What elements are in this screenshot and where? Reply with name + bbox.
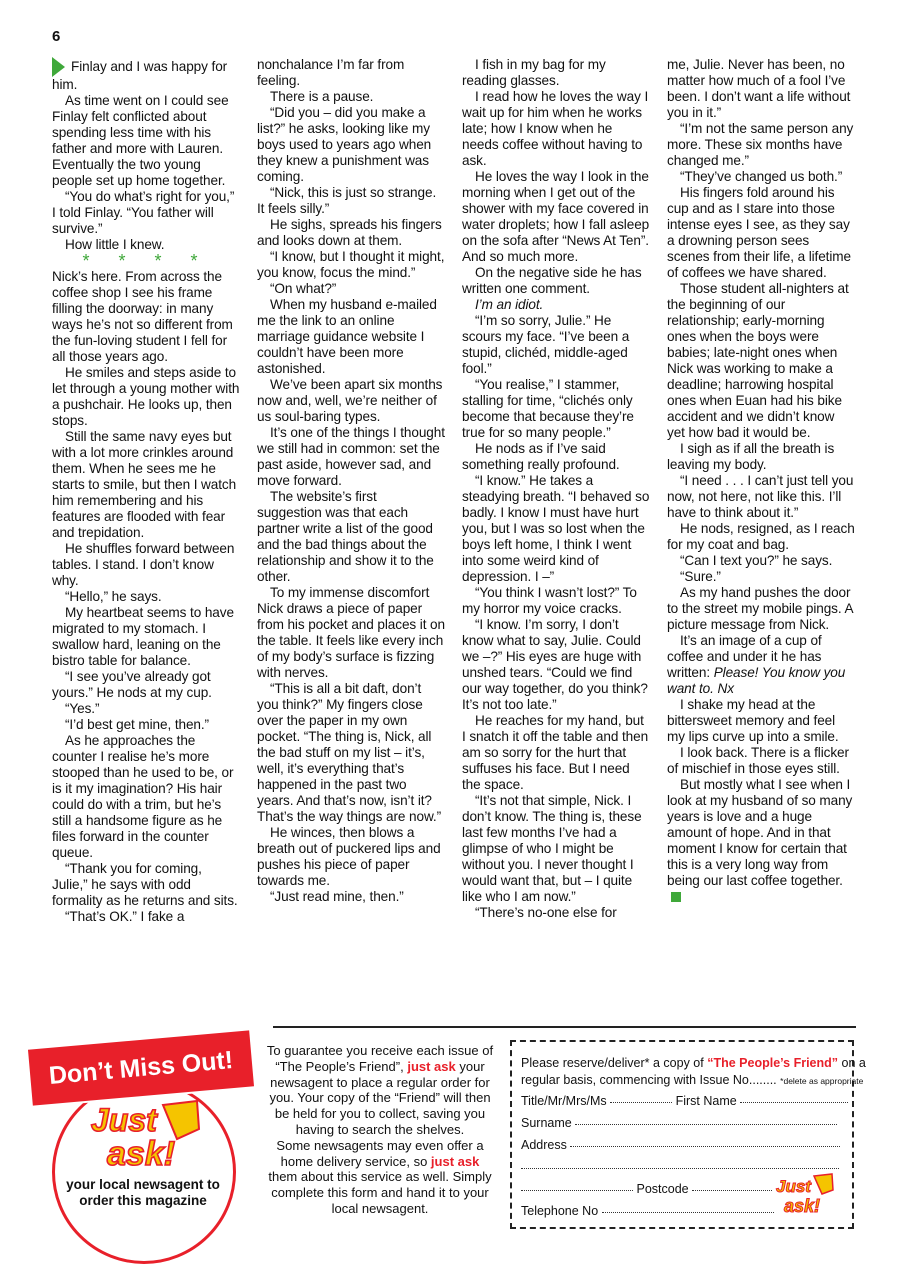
paragraph: I shake my head at the bittersweet memory and feel my lips curve up into a smile. — [667, 697, 839, 744]
paragraph: “Thank you for coming, Julie,” he says with odd formality as he returns and sits. — [52, 861, 238, 908]
paragraph: “You do what’s right for you,” I told Finlay. “You father will survive.” — [52, 189, 235, 236]
paragraph: When my husband e-mailed me the link to an online marriage guidance website I couldn’t have been more astonished. — [257, 297, 437, 376]
article-body — [52, 57, 860, 1017]
form-intro: Please reserve/deliver* a copy of “The People’s Friend” on a — [521, 1056, 866, 1070]
form-address-field[interactable]: Address — [521, 1138, 840, 1152]
italic-text-message: Please! You know you want to. Nx — [667, 665, 846, 696]
paragraph: “You realise,” I stammer, stalling for time, “clichés only become that because they’re true for so many people.” — [462, 377, 634, 440]
paragraph: How little I knew. — [65, 237, 165, 252]
form-title-field[interactable]: Title/Mr/Mrs/Ms First Name — [521, 1094, 848, 1108]
paragraph: I sigh as if all the breath is leaving my body. — [667, 441, 835, 472]
form-telephone-field[interactable]: Telephone No — [521, 1204, 774, 1218]
paragraph: Nick’s here. From across the coffee shop I see his frame filling the doorway: in many ways he’s not so different from the fun-loving student I fell for all those years ago. — [52, 269, 233, 364]
paragraph: He nods, resigned, as I reach for my coat and bag. — [667, 521, 855, 552]
paragraph: “I’m so sorry, Julie.” He scours my face. “I’ve been a stupid, clichéd, middle-aged fool.” — [462, 313, 630, 376]
paragraph: “Sure.” — [680, 569, 721, 584]
paragraph: He nods as if I’ve said something really profound. — [462, 441, 620, 472]
paragraph: “On what?” — [270, 281, 337, 296]
paragraph: “Just read mine, then.” — [270, 889, 404, 904]
paragraph: “I’m not the same person any more. These six months have changed me.” — [667, 121, 854, 168]
paragraph: But mostly what I see when I look at my husband of so many years is love and a huge amount of hope. And in that moment I know for certain that this is a very long way from being our last coffee together. — [667, 777, 855, 905]
paragraph: “That’s OK.” I fake a — [65, 909, 185, 924]
paragraph: I fish in my bag for my reading glasses. — [462, 57, 606, 88]
paragraph: “I know, but I thought it might, you know, focus the mind.” — [257, 249, 445, 280]
promo-text: To guarantee you receive each issue of “The People’s Friend”, just ask your newsagent to place a regular order for you. Your copy of the “Friend” will then be held for you to collect, saving you having to search the shelves. Some newsagents may even offer a home delivery service, so just ask them about this service as well. Simply complete this form and hand it to your local newsagent. — [266, 1043, 494, 1216]
paragraph: “This is all a bit daft, don’t you think?” My fingers close over the paper in my own pocket. “The thing is, Nick, all the bad stuff on my list – it’s, well, it’s everything that’s happened in the past two years. And that’s now, isn’t it? That’s the way things are now.” — [257, 681, 442, 824]
paragraph: My heartbeat seems to have migrated to my stomach. I swallow hard, leaning on the bistro table for balance. — [52, 605, 234, 668]
paragraph: “There’s no-one else for — [475, 905, 617, 920]
paragraph: “I know. I’m sorry, I don’t know what to say, Julie. Could we –?” His eyes are huge with unshed tears. “Could we find our way together, do you think? It’s not too late.” — [462, 617, 648, 712]
paragraph: “They’ve changed us both.” — [680, 169, 843, 184]
column-2 — [257, 57, 445, 905]
paragraph: He shuffles forward between tables. I stand. I don’t know why. — [52, 541, 235, 588]
paragraph: “Did you – did you make a list?” he asks, looking like my boys used to years ago when they knew a punishment was coming. — [257, 105, 432, 184]
form-issue-line[interactable]: regular basis, commencing with Issue No........ *delete as appropriate — [521, 1073, 864, 1087]
paragraph: Finlay and I was happy for him. — [52, 59, 228, 92]
circle-caption: your local newsagent to order this magazine — [66, 1177, 220, 1208]
paragraph: It’s one of the things I thought we still had in common: set the past aside, however sad, and move forward. — [257, 425, 445, 488]
just-ask-small-logo-icon — [774, 1172, 836, 1218]
paragraph: As my hand pushes the door to the street my mobile pings. A picture message from Nick. — [667, 585, 853, 632]
column-3 — [462, 57, 650, 921]
svg-text:Just: Just — [91, 1102, 157, 1138]
paragraph — [462, 297, 650, 313]
end-of-story-square-icon — [671, 892, 681, 902]
paragraph: “It’s not that simple, Nick. I don’t know. The thing is, these last few months I’ve had a glimpse of who I might be without you. I never thought I would want that, but – I quite like who I am now.” — [462, 793, 642, 904]
paragraph: nonchalance I’m far from feeling. — [257, 57, 405, 88]
paragraph: “I know.” He takes a steadying breath. “I behaved so badly. I know I must have hurt you, but I was so lost when the boys left home, I think I went into some weird kind of depression. I –” — [462, 473, 650, 584]
paragraph: As time went on I could see Finlay felt conflicted about spending less time with his father and more with Lauren. Eventually the two young people set up home together. — [52, 93, 229, 188]
paragraph: It’s an image of a cup of coffee and under it he has written: Please! You know you want to. Nx — [667, 633, 846, 696]
paragraph: “I’d best get mine, then.” — [65, 717, 209, 732]
paragraph: As he approaches the counter I realise he’s more stooped than he used to be, or is it my imagination? His hair could do with a trim, but he’s still a handsome figure as he files forward in the counter queue. — [52, 733, 234, 860]
paragraph: I look back. There is a flicker of mischief in those eyes still. — [667, 745, 849, 776]
svg-text:Just: Just — [776, 1177, 811, 1196]
paragraph: “Yes.” — [65, 701, 100, 716]
svg-text:ask!: ask! — [107, 1135, 176, 1171]
paragraph: To my immense discomfort Nick draws a piece of paper from his pocket and places it on the table. It feels like every inch of my body’s surface is fizzing with nerves. — [257, 585, 445, 680]
paragraph: I read how he loves the way I wait up for him when he works late; how I know when he needs coffee without having to ask. — [462, 89, 649, 168]
paragraph: He winces, then blows a breath out of puckered lips and pushes his piece of paper towards me. — [257, 825, 441, 888]
form-postcode-field[interactable]: Postcode — [521, 1182, 772, 1196]
paragraph: He smiles and steps aside to let through a young mother with a pushchair. He looks up, then stops. — [52, 365, 240, 428]
column-4 — [667, 57, 855, 905]
horizontal-divider — [273, 1026, 856, 1028]
paragraph: The website’s first suggestion was that each partner write a list of the good and the bad things about the relationship and show it to the other. — [257, 489, 434, 584]
svg-text:ask!: ask! — [784, 1196, 821, 1216]
paragraph: Still the same navy eyes but with a lot more crinkles around them. When he sees me he starts to smile, but then I watch him remembering and his features are flooded with fear and trepidation. — [52, 429, 237, 540]
reservation-form — [510, 1040, 866, 1229]
paragraph: “I see you’ve already got yours.” He nods at my cup. — [52, 669, 212, 700]
dont-miss-out-banner: Don’t Miss Out! — [28, 1030, 254, 1105]
paragraph: “Nick, this is just so strange. It feels silly.” — [257, 185, 437, 216]
paragraph: His fingers fold around his cup and as I stare into those intense eyes I see, as they say a drowning person sees scenes from their life, a lifetime of coffees we have shared. — [667, 185, 851, 280]
green-arrow-icon — [52, 57, 65, 77]
paragraph: He sighs, spreads his fingers and looks down at them. — [257, 217, 442, 248]
just-ask-logo-icon — [85, 1099, 203, 1171]
paragraph: “Can I text you?” he says. — [680, 553, 833, 568]
section-break-stars: * * * * — [82, 251, 210, 271]
paragraph: We’ve been apart six months now and, well, we’re neither of us soul-baring types. — [257, 377, 443, 424]
paragraph: “Hello,” he says. — [65, 589, 162, 604]
paragraph: “You think I wasn’t lost?” To my horror my voice cracks. — [462, 585, 637, 616]
paragraph: There is a pause. — [270, 89, 374, 104]
paragraph: me, Julie. Never has been, no matter how much of a fool I’ve been. I don’t want a life without you in it.” — [667, 57, 851, 120]
paragraph: “I need . . . I can’t just tell you now, not here, not like this. I’ll have to think about it.” — [667, 473, 854, 520]
page-number: 6 — [52, 28, 61, 45]
column-1 — [52, 57, 240, 925]
paragraph: Those student all-nighters at the beginning of our relationship; early-morning ones when the boys were babies; late-night ones when Nick was working to make a deadline; harrowing hospital ones when Euan had his bike accident and we didn’t know yet how bad it would be. — [667, 281, 849, 440]
italic-quote: I’m an idiot. — [475, 297, 544, 312]
paragraph: He loves the way I look in the morning when I get out of the shower with my face covered in water droplets; how I fall asleep on the sofa after “News At Ten”. And so much more. — [462, 169, 650, 264]
paragraph: On the negative side he has written one comment. — [462, 265, 642, 296]
paragraph: He reaches for my hand, but I snatch it off the table and then am so sorry for the hurt that suffuses his face. But I need the space. — [462, 713, 649, 792]
just-ask-circle — [52, 1080, 236, 1264]
form-surname-field[interactable]: Surname — [521, 1116, 837, 1130]
